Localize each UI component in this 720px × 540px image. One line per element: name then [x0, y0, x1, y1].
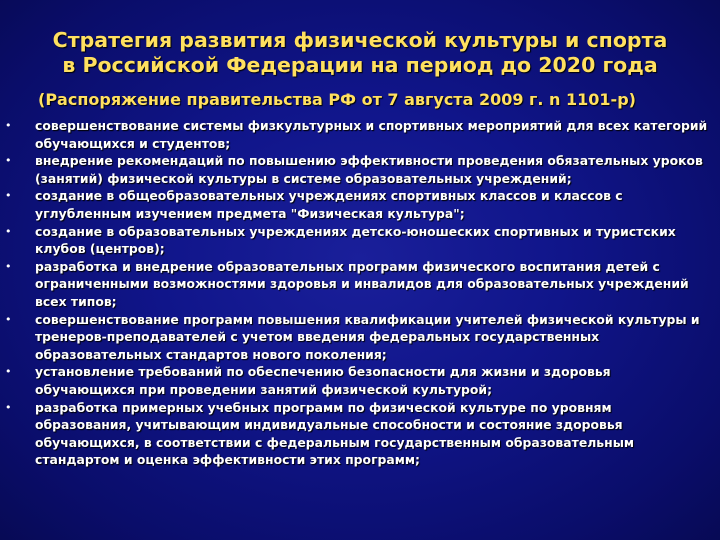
- bullet-icon: •: [5, 259, 12, 273]
- bullet-icon: •: [5, 224, 12, 238]
- bullet-icon: •: [5, 119, 12, 132]
- list-item: [0, 152, 720, 187]
- list-item: [0, 187, 720, 222]
- title-line-1: Стратегия развития физической культуры и спорта: [52, 28, 668, 52]
- bullet-icon: •: [5, 154, 12, 168]
- slide-subtitle: (Распоряжение правительства РФ от 7 августа 2009 г. n 1101-р): [38, 90, 636, 109]
- list-item: [0, 117, 720, 152]
- list-item-text: разработка примерных учебных программ по физической культуре по уровням образования, учитывающим индивидуальные способности и состояние здоровья обучающихся, в соответствии с федеральным государственным образовательным стандартом и оценка эффективности этих программ;: [35, 399, 635, 468]
- list-item-text: разработка и внедрение образовательных программ физического воспитания детей с ограниченными возможностями здоровья и инвалидов для образовательных учреждений всех типов;: [35, 258, 689, 309]
- list-item: [0, 399, 720, 469]
- list-item: [0, 223, 720, 258]
- slide-title: [0, 28, 720, 78]
- list-item-text: совершенствование системы физкультурных и спортивных мероприятий для всех категорий обучающихся и студентов;: [35, 118, 708, 151]
- bullet-icon: •: [5, 189, 12, 203]
- list-item-text: установление требований по обеспечению безопасности для жизни и здоровья обучающихся при проведении занятий физической культурой;: [35, 364, 611, 397]
- bullet-icon: •: [5, 400, 12, 414]
- list-item-text: создание в образовательных учреждениях детско-юношеских спортивных и туристских клубов (центров);: [35, 223, 676, 257]
- list-item: [0, 311, 720, 364]
- list-item: [0, 363, 720, 398]
- list-item: [0, 258, 720, 311]
- title-line-2: в Российской Федерации на период до 2020 года: [62, 53, 658, 77]
- bullet-icon: •: [5, 312, 12, 326]
- bullet-list: [0, 117, 720, 469]
- list-item-text: создание в общеобразовательных учреждениях спортивных классов и классов с углубленным изучением предмета "Физическая культура";: [35, 188, 623, 221]
- bullet-icon: •: [5, 365, 12, 379]
- list-item-text: внедрение рекомендаций по повышению эффективности проведения обязательных уроков (занятий) физической культуры в системе образовательных учреждений;: [35, 153, 703, 186]
- list-item-text: совершенствование программ повышения квалификации учителей физической культуры и тренеров-преподавателей с учетом введения федеральных государственных образовательных стандартов нового поколения;: [35, 311, 700, 362]
